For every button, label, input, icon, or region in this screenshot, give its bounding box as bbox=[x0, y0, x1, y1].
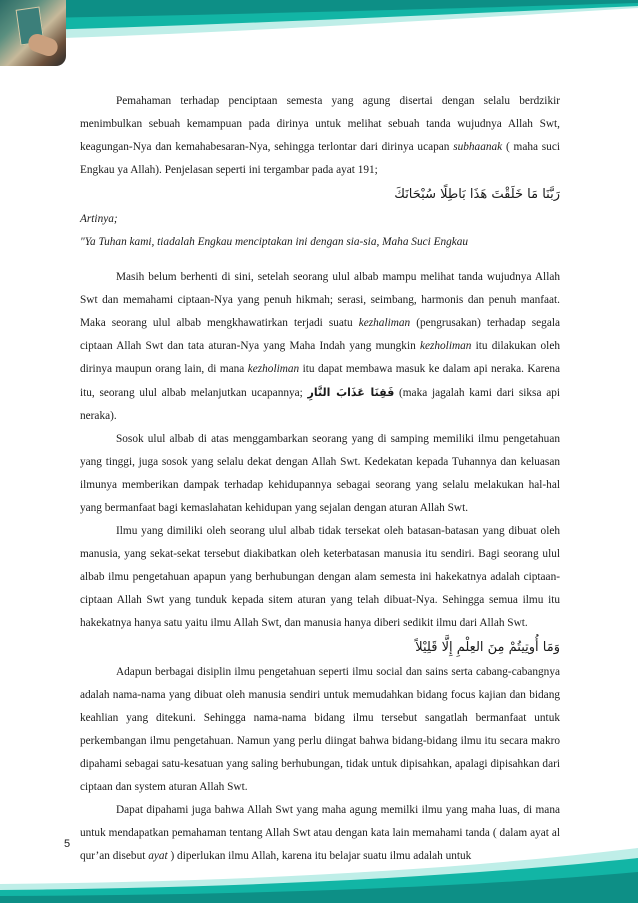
artinya-label: Artinya; bbox=[80, 213, 118, 225]
arabic-inline-verse: فَقِنَا عَذَابَ النَّارِ bbox=[307, 386, 395, 399]
arabic-verse-2: وَمَا أُوتِيتُمْ مِنَ العِلْمِ إِلَّا قَلِيْلاً bbox=[415, 640, 560, 655]
quran-photo-icon bbox=[0, 0, 66, 66]
arabic-verse-1: رَبَّنَا مَا خَلَقْتَ هَذَا بَاطِلًا سُبْحَانَكَ bbox=[394, 187, 560, 202]
paragraph-5: Adapun berbagai disiplin ilmu pengetahuan seperti ilmu social dan sains serta cabang-cabangnya adalah nama-nama yang dibuat oleh manusia sendiri untuk memudahkan bidang focus kajian dan bidang keahlian yang ditekuni. Sehingga nama-nama bidang ilmu tersebut sangatlah bermanfaat untuk perkembangan ilmu pengetahuan. Namun yang perlu diingat bahwa bidang-bidang ilmu itu secara makro dipahami sebagai satu-kesatuan yang saling berhubungan, tidak untuk dipisahkan, apalagi dipisahkan dari ciptaan dan system aturan Allah Swt. bbox=[80, 666, 560, 793]
translation-text: "Ya Tuhan kami, tiadalah Engkau menciptakan ini dengan sia-sia, Maha Suci Engkau bbox=[80, 236, 469, 248]
paragraph-4: Ilmu yang dimiliki oleh seorang ulul albab tidak tersekat oleh batasan-batasan yang dibuat oleh manusia, yang sekat-sekat tersebut diakibatkan oleh keterbatasan manusia itu sendiri. Bagi seorang ulul albab ilmu pengetahuan apapun yang berhubungan dengan alam semesta ini hakekatnya adalah ciptaan-ciptaan Allah Swt yang tunduk kepada sitem aturan yang telah dibuat-Nya. Sehingga semua ilmu itu hakekatnya hanya satu yaitu ilmu Allah Swt, dan manusia hanya diberi sedikit ilmu dari Allah Swt. bbox=[80, 525, 560, 629]
footer-decoration bbox=[0, 832, 638, 903]
header-wave-shapes bbox=[0, 0, 638, 72]
paragraph-3: Sosok ulul albab di atas menggambarkan seorang yang di samping memiliki ilmu pengetahuan yang tinggi, juga sosok yang selalu dekat dengan Allah Swt. Kedekatan kepada Tuhannya dan keluasan ilmunya memberikan dampak terhadap kehidupannya sebagai seorang yang selalu melakukan hal-hal yang bermanfaat bagi kemaslahatan kehidupan yang sejalan dengan aturan Allah Swt. bbox=[80, 433, 560, 514]
paragraph-1: Pemahaman terhadap penciptaan semesta yang agung disertai dengan selalu berdzikir menimbulkan sebuah kemampuan pada dirinya untuk melihat sebuah tanda wujudnya Allah Swt, keagungan-Nya dan kemahabesaran-Nya, sehingga terlontar dari dirinya ucapan subhaanak ( maha suci Engkau ya Allah). Penjelasan seperti ini tergambar pada ayat 191; bbox=[80, 95, 560, 176]
paragraph-2: Masih belum berhenti di sini, setelah seorang ulul albab mampu melihat tanda wujudnya Allah Swt dan memahami ciptaan-Nya yang penuh hikmah; serasi, seimbang, harmonis dan penuh manfaat. Maka seorang ulul albab mengkhawatirkan terjadi suatu kezhaliman (pengrusakan) terhadap segala ciptaan Allah Swt dan tata aturan-Nya yang Maha Indah yang mungkin kezholiman itu dilakukan oleh dirinya maupun orang lain, di mana kezholiman itu dapat membawa masuk ke dalam api neraka. Karena itu, seorang ulul albab melanjutkan ucapannya; فَقِنَا عَذَابَ النَّارِ (maka jagalah kami dari siksa api neraka). bbox=[80, 271, 561, 422]
paragraph-6: Dapat dipahami juga bahwa Allah Swt yang maha agung memilki ilmu yang maha luas, di mana untuk mendapatkan pemahaman tentang Allah Swt atau dengan kata lain memahami tanda ( dalam ayat al qur’an disebut ayat ) diperlukan ilmu Allah, karena itu belajar suatu ilmu adalah untuk bbox=[80, 804, 560, 862]
page-number: 5 bbox=[64, 838, 71, 850]
document-body bbox=[80, 90, 560, 868]
header-decoration bbox=[0, 0, 638, 72]
footer-wave-shapes bbox=[0, 832, 638, 903]
